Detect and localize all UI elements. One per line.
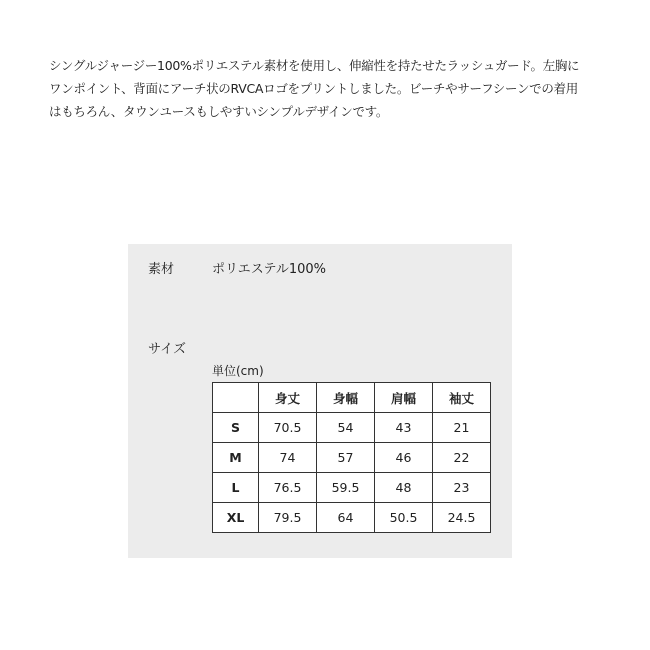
- table-cell: 64: [317, 503, 375, 533]
- table-cell: 76.5: [259, 473, 317, 503]
- spec-panel: [128, 244, 512, 558]
- table-cell: 59.5: [317, 473, 375, 503]
- table-row: [213, 503, 491, 533]
- material-label: 素材: [148, 262, 175, 277]
- material-value: ポリエステル100%: [212, 262, 326, 277]
- unit-label: 単位(cm): [212, 364, 264, 378]
- table-corner-cell: [213, 383, 259, 413]
- description-line: はもちろん、タウンユースもしやすいシンプルデザインです。: [49, 104, 389, 119]
- description-line: ワンポイント、背面にアーチ状のRVCAロゴをプリントしました。ビーチやサーフシーンでの着用: [49, 81, 578, 96]
- table-header-row: [213, 383, 491, 413]
- table-cell: 21: [433, 413, 491, 443]
- table-cell: 74: [259, 443, 317, 473]
- table-row: [213, 413, 491, 443]
- table-cell: 23: [433, 473, 491, 503]
- table-cell: 57: [317, 443, 375, 473]
- table-cell: 46: [375, 443, 433, 473]
- row-size-label: M: [213, 443, 259, 473]
- header-sleeve-length: 袖丈: [433, 383, 491, 413]
- header-shoulder-width: 肩幅: [375, 383, 433, 413]
- table-row: [213, 443, 491, 473]
- description-line: シングルジャージー100%ポリエステル素材を使用し、伸縮性を持たせたラッシュガード。左胸に: [49, 58, 580, 73]
- table-cell: 22: [433, 443, 491, 473]
- size-label: サイズ: [148, 342, 186, 357]
- header-body-width: 身幅: [317, 383, 375, 413]
- table-cell: 24.5: [433, 503, 491, 533]
- table-row: [213, 473, 491, 503]
- table-cell: 48: [375, 473, 433, 503]
- row-size-label: L: [213, 473, 259, 503]
- table-cell: 43: [375, 413, 433, 443]
- header-body-length: 身丈: [259, 383, 317, 413]
- table-cell: 50.5: [375, 503, 433, 533]
- row-size-label: XL: [213, 503, 259, 533]
- table-cell: 54: [317, 413, 375, 443]
- size-table: [212, 382, 491, 533]
- row-size-label: S: [213, 413, 259, 443]
- product-description: [49, 54, 619, 123]
- table-cell: 70.5: [259, 413, 317, 443]
- table-cell: 79.5: [259, 503, 317, 533]
